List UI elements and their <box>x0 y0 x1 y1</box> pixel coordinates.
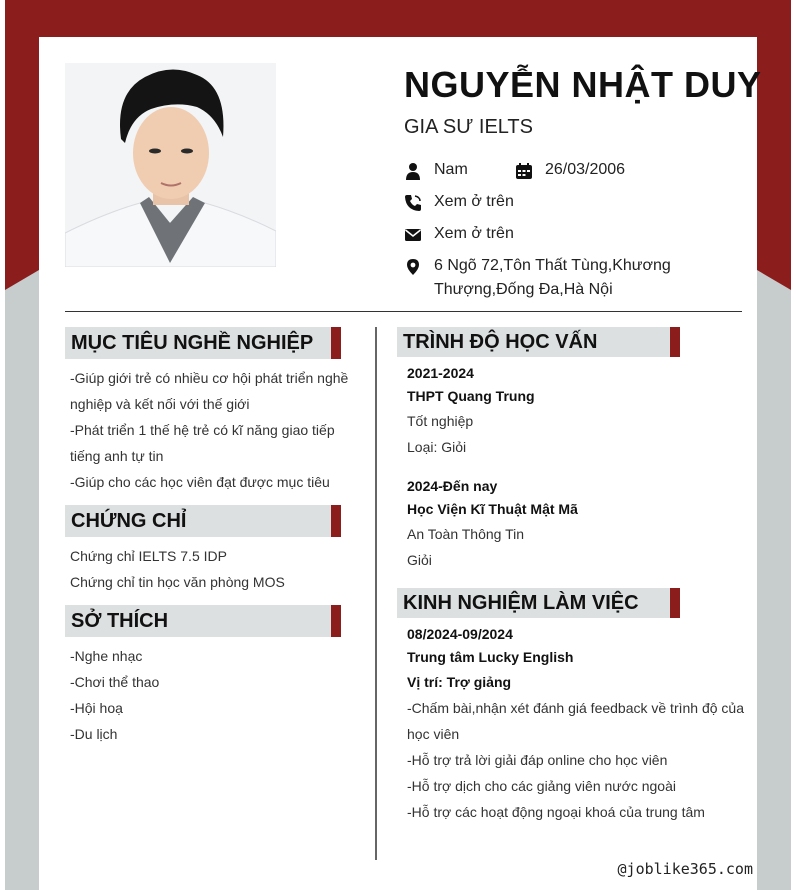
experience-heading <box>397 588 680 618</box>
right-fold <box>757 270 791 320</box>
education-detail: Giỏi <box>407 552 432 568</box>
person-icon <box>404 162 422 180</box>
objective-line: -Giúp giới trẻ có nhiều cơ hội phát triển nghề <box>70 370 349 386</box>
calendar-icon <box>515 162 533 180</box>
address-value <box>434 254 671 302</box>
header-divider <box>65 311 742 312</box>
objective-line: tiếng anh tự tin <box>70 448 164 464</box>
heading-accent-bar <box>331 505 341 537</box>
education-detail: Tốt nghiệp <box>407 413 474 429</box>
mail-icon <box>404 226 422 244</box>
hobbies-heading-text: SỞ THÍCH <box>71 610 169 632</box>
address-line-1: 6 Ngõ 72,Tôn Thất Tùng,Khương <box>434 257 671 274</box>
hobby-item: -Hội hoạ <box>70 700 123 716</box>
objective-line: nghiệp và kết nối với thế giới <box>70 396 250 412</box>
objective-line: -Phát triển 1 thế hệ trẻ có kĩ năng giao tiếp <box>70 422 335 438</box>
phone-icon <box>404 194 422 212</box>
phone-row <box>404 193 514 214</box>
objective-line: -Giúp cho các học viên đạt được mục tiêu <box>70 474 330 490</box>
experience-line: -Chấm bài,nhận xét đánh giá feedback về trình độ của <box>407 700 744 716</box>
experience-period: 08/2024-09/2024 <box>407 626 513 642</box>
hobbies-heading <box>65 605 341 637</box>
certificates-heading <box>65 505 341 537</box>
address-row <box>404 257 671 302</box>
education-period: 2021-2024 <box>407 365 474 381</box>
experience-entry <box>407 623 752 825</box>
education-heading <box>397 327 680 357</box>
location-icon <box>404 258 422 276</box>
education-detail: An Toàn Thông Tin <box>407 526 525 542</box>
heading-accent-bar <box>331 605 341 637</box>
watermark: @joblike365.com <box>617 860 753 878</box>
education-detail: Loại: Giỏi <box>407 439 467 455</box>
address-line-2: Thượng,Đống Đa,Hà Nội <box>434 281 613 298</box>
heading-accent-bar <box>331 327 341 359</box>
experience-position: Vị trí: Trợ giảng <box>407 674 512 690</box>
objective-heading <box>65 327 341 359</box>
experience-line: học viên <box>407 726 460 742</box>
gender-value: Nam <box>434 161 468 178</box>
gender-row <box>404 161 468 182</box>
education-school: Học Viện Kĩ Thuật Mật Mã <box>407 501 578 517</box>
experience-company: Trung tâm Lucky English <box>407 649 574 665</box>
birthdate-row <box>515 161 625 182</box>
education-entry-2 <box>407 475 747 573</box>
certificate-item: Chứng chỉ tin học văn phòng MOS <box>70 574 285 590</box>
certificate-item: Chứng chỉ IELTS 7.5 IDP <box>70 548 227 564</box>
experience-line: -Hỗ trợ trả lời giải đáp online cho học viên <box>407 752 668 768</box>
column-divider <box>375 327 377 860</box>
education-entry-1 <box>407 362 747 460</box>
email-row <box>404 225 514 246</box>
experience-line: -Hỗ trợ các hoạt động ngoại khoá của trung tâm <box>407 804 705 820</box>
certificates-heading-text: CHỨNG CHỈ <box>71 510 187 532</box>
right-grey-band <box>757 300 791 890</box>
profile-photo <box>65 63 276 267</box>
education-school: THPT Quang Trung <box>407 388 535 404</box>
left-grey-band <box>5 300 39 890</box>
hobby-item: -Chơi thể thao <box>70 674 160 690</box>
experience-heading-text: KINH NGHIỆM LÀM VIỆC <box>403 592 639 614</box>
phone-value: Xem ở trên <box>434 193 514 210</box>
objective-text <box>70 365 360 495</box>
candidate-name: NGUYỄN NHẬT DUY <box>404 64 762 105</box>
job-title: GIA SƯ IELTS <box>404 116 533 138</box>
hobby-item: -Nghe nhạc <box>70 648 143 664</box>
certificates-text <box>70 543 360 595</box>
heading-accent-bar <box>670 588 680 618</box>
birthdate-value: 26/03/2006 <box>545 161 626 178</box>
email-value: Xem ở trên <box>434 225 514 242</box>
heading-accent-bar <box>670 327 680 357</box>
hobby-item: -Du lịch <box>70 726 118 742</box>
left-fold <box>5 270 39 320</box>
education-period: 2024-Đến nay <box>407 478 498 494</box>
hobbies-text <box>70 643 360 747</box>
education-heading-text: TRÌNH ĐỘ HỌC VẤN <box>403 331 598 353</box>
objective-heading-text: MỤC TIÊU NGHỀ NGHIỆP <box>71 332 314 354</box>
experience-line: -Hỗ trợ dịch cho các giảng viên nước ngoài <box>407 778 676 794</box>
